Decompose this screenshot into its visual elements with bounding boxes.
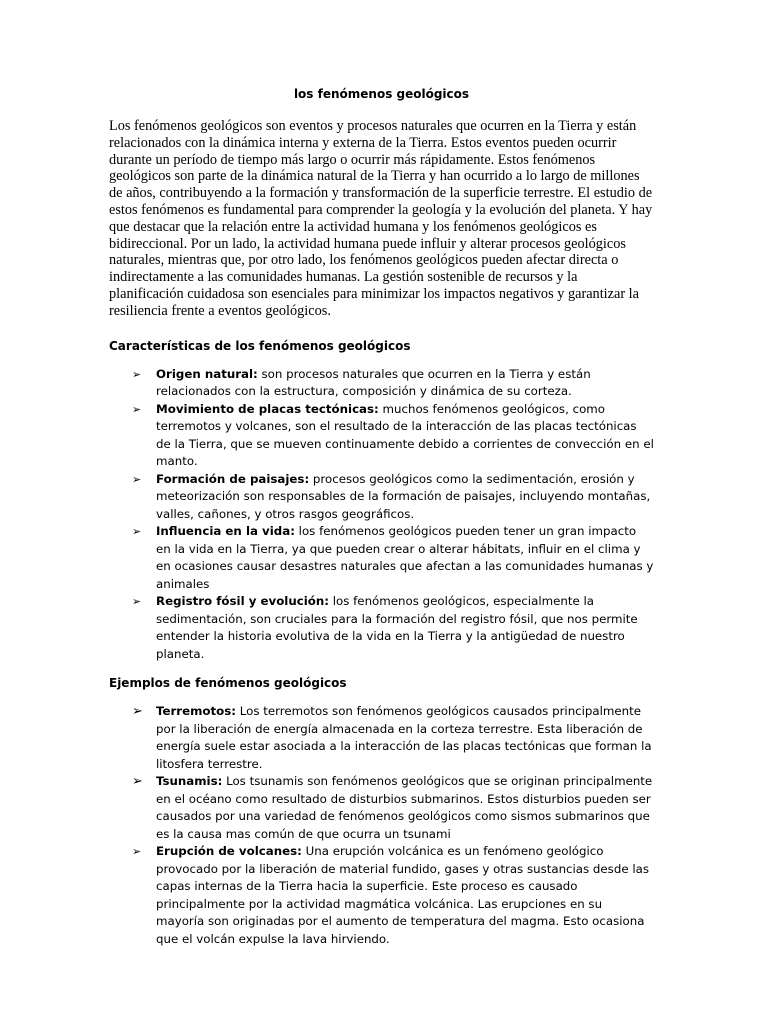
document-title: los fenómenos geológicos	[293, 87, 470, 101]
item-text: son procesos naturales que ocurren en la Tierra y están relacionados con la estructura, composición y dinámica de su corteza.	[156, 366, 591, 399]
item-text: Los tsunamis son fenómenos geológicos que se originan principalmente en el océano como resultado de disturbios submarinos. Estos disturbios pueden ser causados por una variedad de fenómenos geológicos como sismos submarinos que es la causa mas común de que ocurra un tsunami	[156, 774, 653, 841]
arrowhead-bullet-icon: ➢	[132, 525, 142, 539]
item-term: Registro fósil y evolución:	[156, 594, 330, 609]
item-text: los fenómenos geológicos pueden tener un gran impacto en la vida en la Tierra, ya que pueden crear o alterar hábitats, influir en el clima y en ocasiones causar desastres naturales que afectan a las comunidades humanas y animales	[156, 524, 654, 591]
list-item	[109, 366, 654, 401]
list-item	[109, 523, 654, 593]
arrowhead-bullet-icon: ➢	[132, 704, 143, 720]
list-item	[109, 471, 654, 524]
item-term: Terremotos:	[156, 704, 236, 719]
item-term: Erupción de volcanes:	[156, 844, 302, 859]
arrowhead-bullet-icon: ➢	[132, 367, 142, 381]
list-item	[109, 593, 654, 663]
item-term: Tsunamis:	[156, 774, 223, 789]
item-term: Formación de paisajes:	[156, 471, 310, 486]
item-text: los fenómenos geológicos, especialmente la sedimentación, son cruciales para la formación del registro fósil, que nos permite entender la historia evolutiva de la vida en la Tierra y la antigüedad de nuestro planeta.	[156, 594, 638, 661]
arrowhead-bullet-icon: ➢	[132, 774, 143, 790]
arrowhead-bullet-icon: ➢	[132, 845, 142, 859]
arrowhead-bullet-icon: ➢	[132, 472, 142, 486]
arrowhead-bullet-icon: ➢	[132, 402, 142, 416]
list-item	[109, 773, 654, 843]
examples-heading: Ejemplos de fenómenos geológicos	[109, 676, 347, 691]
document-page	[109, 86, 654, 960]
intro-paragraph: Los fenómenos geológicos son eventos y procesos naturales que ocurren en la Tierra y están relacionados con la dinámica interna y externa de la Tierra. Estos eventos pueden ocurrir durante un período de tiempo más largo o ocurrir más rápidamente. Estos fenómenos geológicos son parte de la dinámica natural de la Tierra y han ocurrido a lo largo de millones de años, contribuyendo a la formación y transformación de la superficie terrestre. El estudio de estos fenómenos es fundamental para comprender la geología y la evolución del planeta. Y hay que destacar que la relación entre la actividad humana y los fenómenos geológicos es bidireccional. Por un lado, la actividad humana puede influir y alterar procesos geológicos naturales, mientras que, por otro lado, los fenómenos geológicos pueden afectar directa o indirectamente a las comunidades humanas. La gestión sostenible de recursos y la planificación cuidadosa son esenciales para minimizar los impactos negativos y garantizar la resiliencia frente a eventos geológicos.	[109, 118, 653, 319]
item-text: Los terremotos son fenómenos geológicos causados principalmente por la liberación de energía almacenada en la corteza terrestre. Esta liberación de energía suele estar asociada a la interacción de las placas tectónicas que forman la litosfera terrestre.	[156, 704, 652, 771]
item-text: Una erupción volcánica es un fenómeno geológico provocado por la liberación de material fundido, gases y otras sustancias desde las capas internas de la Tierra hacia la superficie. Este proceso es causado principalmente por la actividad magmática volcánica. Las erupciones en su mayoría son originadas por el aumento de temperatura del magma. Esto ocasiona que el volcán expulse la lava hirviendo.	[156, 844, 649, 946]
item-text: procesos geológicos como la sedimentación, erosión y meteorización son responsables de la formación de paisajes, incluyendo montañas, valles, cañones, y otros rasgos geográficos.	[156, 471, 651, 521]
list-item	[109, 703, 654, 773]
list-item	[109, 401, 654, 471]
item-text: muchos fenómenos geológicos, como terremotos y volcanes, son el resultado de la interacción de las placas tectónicas de la Tierra, que se mueven continuamente debido a corrientes de convección en el manto.	[156, 401, 654, 469]
item-term: Movimiento de placas tectónicas:	[156, 401, 379, 416]
characteristics-list	[109, 366, 654, 664]
characteristics-heading: Características de los fenómenos geológicos	[109, 338, 411, 353]
item-term: Origen natural:	[156, 366, 258, 381]
examples-list	[109, 703, 654, 948]
list-item	[109, 843, 654, 948]
item-term: Influencia en la vida:	[156, 524, 295, 539]
arrowhead-bullet-icon: ➢	[132, 595, 142, 609]
